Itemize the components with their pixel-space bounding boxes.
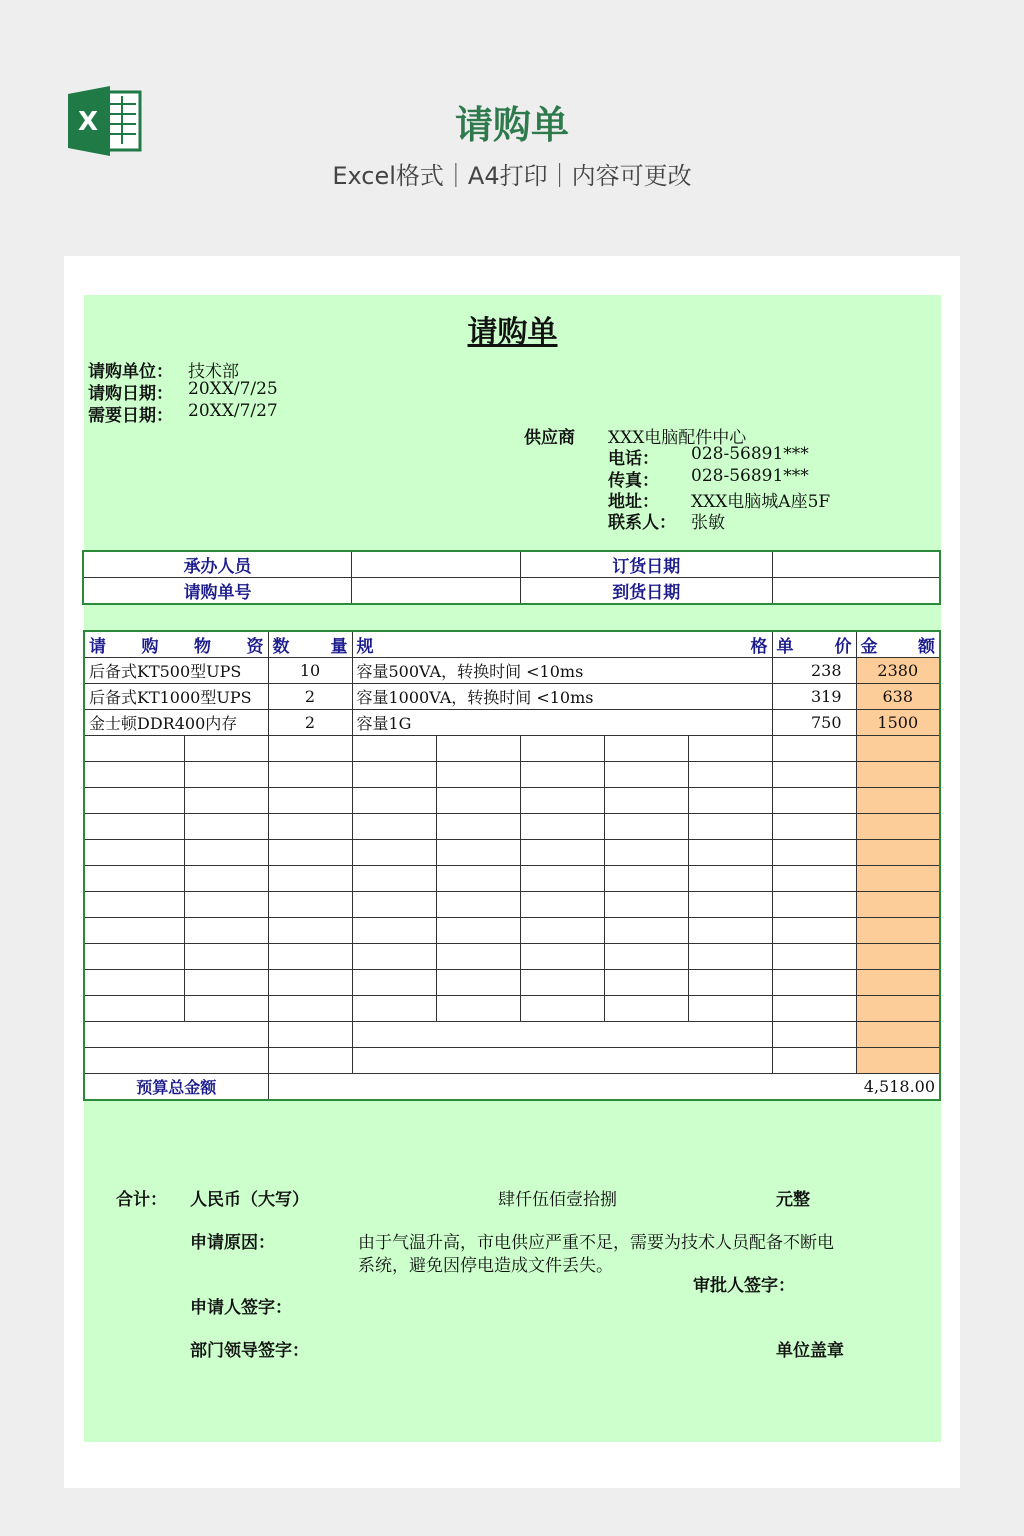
amount-cell[interactable]: 638 [856,684,940,710]
reason-line-1[interactable]: 由于气温升高，市电供应严重不足，需要为技术人员配备不断电 [358,1233,834,1253]
empty-cell[interactable] [268,970,352,996]
empty-amount-cell[interactable] [856,996,940,1022]
empty-cell[interactable] [688,944,772,970]
budget-total-value[interactable]: 4,518.00 [268,1074,940,1101]
empty-cell[interactable] [688,814,772,840]
empty-amount-cell[interactable] [856,814,940,840]
empty-cell[interactable] [352,1022,772,1048]
empty-amount-cell[interactable] [856,736,940,762]
empty-cell[interactable] [84,918,184,944]
empty-cell[interactable] [84,814,184,840]
empty-cell[interactable] [772,970,856,996]
budget-total-label: 预算总金额 [84,1074,268,1101]
empty-cell[interactable] [352,866,436,892]
empty-cell[interactable] [688,892,772,918]
empty-cell[interactable] [436,970,520,996]
empty-cell[interactable] [84,762,184,788]
item-name-cell[interactable]: 后备式KT1000型UPS [84,684,268,710]
total-label: 合计： [116,1190,167,1210]
rmb-amount-words[interactable]: 肆仟伍佰壹拾捌 [498,1190,617,1210]
empty-cell[interactable] [520,866,604,892]
empty-cell[interactable] [604,866,688,892]
order-date-value[interactable] [773,551,940,578]
request-date-value[interactable]: 20XX/7/25 [188,379,278,399]
empty-cell[interactable] [436,944,520,970]
empty-cell[interactable] [84,892,184,918]
empty-cell[interactable] [520,970,604,996]
empty-row [84,762,940,788]
empty-row [84,892,940,918]
empty-amount-cell[interactable] [856,866,940,892]
empty-cell[interactable] [84,736,184,762]
empty-cell[interactable] [772,1048,856,1074]
empty-cell[interactable] [436,788,520,814]
empty-cell[interactable] [604,970,688,996]
empty-cell[interactable] [352,944,436,970]
arrive-date-label: 到货日期 [520,578,773,605]
items-table [83,630,941,1101]
empty-cell[interactable] [184,892,268,918]
empty-cell[interactable] [268,1022,352,1048]
empty-row [84,944,940,970]
handler-label: 承办人员 [83,551,352,578]
empty-amount-cell[interactable] [856,762,940,788]
empty-cell[interactable] [84,1022,268,1048]
empty-cell[interactable] [268,892,352,918]
empty-cell[interactable] [520,944,604,970]
supplier-contact-label: 联系人： [608,513,676,533]
empty-cell[interactable] [352,762,436,788]
empty-cell[interactable] [352,918,436,944]
empty-amount-cell[interactable] [856,944,940,970]
spec-cell[interactable]: 容量500VA，转换时间 <10ms [352,658,772,684]
empty-cell[interactable] [772,762,856,788]
excel-logo-letter: X [77,107,99,137]
applicant-signature-label: 申请人签字： [190,1298,292,1318]
empty-cell[interactable] [604,944,688,970]
empty-cell[interactable] [772,736,856,762]
col-item-header: 请 购 物 资 [84,631,268,658]
empty-cell[interactable] [184,736,268,762]
form-title: 请购单 [467,315,558,350]
table-row [84,710,940,736]
empty-cell[interactable] [268,944,352,970]
leader-signature-label: 部门领导签字： [190,1341,309,1361]
empty-cell[interactable] [604,736,688,762]
price-cell[interactable]: 238 [772,658,856,684]
empty-cell[interactable] [688,762,772,788]
empty-cell[interactable] [688,996,772,1022]
empty-cell[interactable] [520,736,604,762]
empty-amount-cell[interactable] [856,1048,940,1074]
empty-cell[interactable] [520,918,604,944]
empty-amount-cell[interactable] [856,788,940,814]
item-name-cell[interactable]: 金士顿DDR400内存 [84,710,268,736]
empty-cell[interactable] [84,788,184,814]
empty-cell[interactable] [352,970,436,996]
supplier-contact-value[interactable]: 张敏 [691,513,725,533]
empty-row [84,1022,940,1048]
page-heading: 请购单 [454,103,569,147]
empty-cell[interactable] [604,840,688,866]
empty-cell[interactable] [772,944,856,970]
empty-cell[interactable] [184,840,268,866]
budget-row [84,1074,940,1101]
empty-cell[interactable] [772,840,856,866]
empty-cell[interactable] [436,840,520,866]
empty-cell[interactable] [688,840,772,866]
col-price-header: 单 价 [772,631,856,658]
empty-cell[interactable] [436,814,520,840]
empty-cell[interactable] [688,918,772,944]
need-date-label: 需要日期： [88,406,173,426]
empty-cell[interactable] [604,996,688,1022]
qty-cell[interactable]: 10 [268,658,352,684]
table-header-row [84,631,940,658]
col-amount-header: 金 额 [856,631,940,658]
amount-cell[interactable]: 2380 [856,658,940,684]
empty-amount-cell[interactable] [856,840,940,866]
empty-cell[interactable] [604,762,688,788]
empty-cell[interactable] [268,814,352,840]
empty-cell[interactable] [772,788,856,814]
empty-amount-cell[interactable] [856,1022,940,1048]
empty-cell[interactable] [268,840,352,866]
empty-cell[interactable] [84,970,184,996]
empty-cell[interactable] [436,892,520,918]
need-date-value[interactable]: 20XX/7/27 [188,401,278,421]
request-no-label: 请购单号 [83,578,352,605]
col-qty-header: 数 量 [268,631,352,658]
empty-cell[interactable] [184,944,268,970]
supplier-phone-value[interactable]: 028-56891*** [691,444,809,464]
empty-cell[interactable] [772,918,856,944]
empty-cell[interactable] [772,892,856,918]
empty-row [84,970,940,996]
empty-cell[interactable] [352,840,436,866]
qty-cell[interactable]: 2 [268,710,352,736]
table-row [84,684,940,710]
page-subheading: Excel格式｜A4打印｜内容可更改 [332,162,692,190]
empty-row [84,840,940,866]
empty-cell[interactable] [604,814,688,840]
empty-cell[interactable] [688,788,772,814]
empty-cell[interactable] [772,996,856,1022]
empty-cell[interactable] [436,918,520,944]
empty-cell[interactable] [520,840,604,866]
supplier-address-value[interactable]: XXX电脑城A座5F [691,492,831,512]
empty-cell[interactable] [688,866,772,892]
empty-row [84,918,940,944]
empty-cell[interactable] [268,918,352,944]
supplier-name[interactable]: XXX电脑配件中心 [608,428,747,448]
supplier-phone-label: 电话： [608,449,659,469]
empty-cell[interactable] [184,788,268,814]
empty-cell[interactable] [184,918,268,944]
empty-amount-cell[interactable] [856,918,940,944]
empty-cell[interactable] [352,892,436,918]
item-name-cell[interactable]: 后备式KT500型UPS [84,658,268,684]
qty-cell[interactable]: 2 [268,684,352,710]
supplier-fax-label: 传真： [608,471,659,491]
dept-label: 请购单位： [88,362,173,382]
price-cell[interactable]: 319 [772,684,856,710]
empty-cell[interactable] [436,762,520,788]
empty-cell[interactable] [520,996,604,1022]
empty-cell[interactable] [184,996,268,1022]
yuan-label: 元整 [776,1190,810,1210]
handler-value[interactable] [352,551,520,578]
approver-signature-label: 审批人签字： [693,1276,795,1296]
empty-cell[interactable] [352,996,436,1022]
empty-cell[interactable] [772,866,856,892]
empty-cell[interactable] [268,866,352,892]
price-cell[interactable]: 750 [772,710,856,736]
empty-cell[interactable] [184,814,268,840]
empty-cell[interactable] [268,762,352,788]
empty-cell[interactable] [520,892,604,918]
empty-cell[interactable] [436,866,520,892]
empty-row [84,1048,940,1074]
dept-value[interactable]: 技术部 [188,362,239,382]
reason-label: 申请原因： [190,1233,275,1253]
empty-cell[interactable] [772,1022,856,1048]
empty-row [84,866,940,892]
spec-cell[interactable]: 容量1G [352,710,772,736]
rmb-label: 人民币（大写） [190,1190,309,1210]
empty-cell[interactable] [84,996,184,1022]
info-table [82,550,941,605]
empty-row [84,788,940,814]
supplier-fax-value[interactable]: 028-56891*** [691,466,809,486]
empty-cell[interactable] [84,1048,268,1074]
empty-cell[interactable] [520,762,604,788]
supplier-label: 供应商 [524,428,575,448]
empty-cell[interactable] [268,1048,352,1074]
empty-cell[interactable] [352,814,436,840]
empty-cell[interactable] [184,762,268,788]
spec-cell[interactable]: 容量1000VA，转换时间 <10ms [352,684,772,710]
empty-cell[interactable] [520,814,604,840]
empty-cell[interactable] [520,788,604,814]
empty-cell[interactable] [184,866,268,892]
col-spec-header: 规 格 [352,631,772,658]
empty-row [84,814,940,840]
empty-cell[interactable] [84,840,184,866]
empty-amount-cell[interactable] [856,892,940,918]
empty-cell[interactable] [436,996,520,1022]
empty-cell[interactable] [268,788,352,814]
empty-cell[interactable] [688,736,772,762]
empty-cell[interactable] [352,1048,772,1074]
empty-cell[interactable] [84,944,184,970]
request-no-value[interactable] [352,578,520,605]
empty-cell[interactable] [352,736,436,762]
empty-cell[interactable] [604,918,688,944]
empty-amount-cell[interactable] [856,970,940,996]
arrive-date-value[interactable] [773,578,940,605]
empty-row [84,736,940,762]
reason-line-2[interactable]: 系统，避免因停电造成文件丢失。 [358,1256,613,1276]
empty-cell[interactable] [604,788,688,814]
stamp-label: 单位盖章 [776,1341,844,1361]
empty-cell[interactable] [772,814,856,840]
empty-cell[interactable] [436,736,520,762]
order-date-label: 订货日期 [520,551,773,578]
empty-cell[interactable] [268,736,352,762]
empty-cell[interactable] [268,996,352,1022]
empty-row [84,996,940,1022]
empty-cell[interactable] [184,970,268,996]
empty-cell[interactable] [688,970,772,996]
table-row [84,658,940,684]
request-date-label: 请购日期： [88,384,173,404]
empty-cell[interactable] [84,866,184,892]
supplier-address-label: 地址： [608,492,659,512]
empty-cell[interactable] [352,788,436,814]
amount-cell[interactable]: 1500 [856,710,940,736]
empty-cell[interactable] [604,892,688,918]
